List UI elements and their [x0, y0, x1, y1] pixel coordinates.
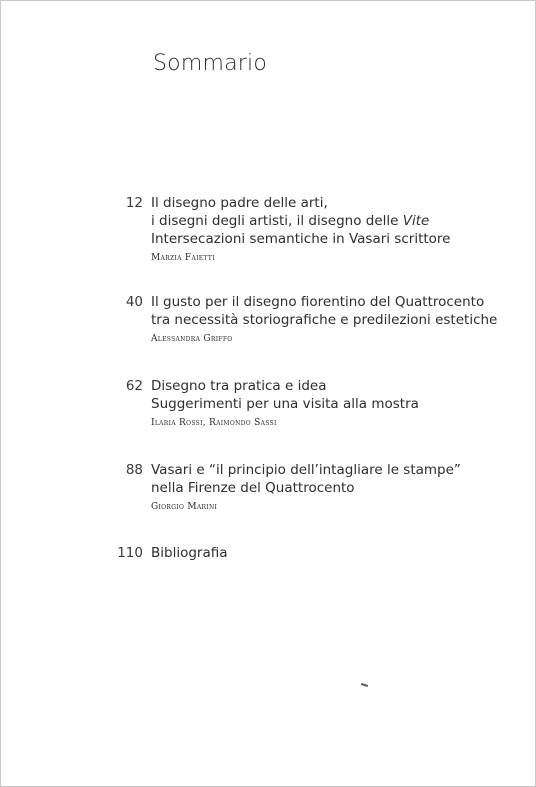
- page-title: Sommario: [153, 51, 267, 76]
- toc-page-number: 110: [117, 545, 143, 561]
- toc-entry-text: [151, 377, 521, 428]
- ink-mark: [361, 683, 368, 687]
- toc-line-italic: Vite: [402, 213, 430, 229]
- toc-line: Disegno tra pratica e idea: [151, 378, 327, 394]
- toc-line: nella Firenze del Quattrocento: [151, 480, 355, 496]
- toc-line: Intersecazioni semantiche in Vasari scrittore: [151, 231, 451, 247]
- toc-line: Il gusto per il disegno fiorentino del Quattrocento: [151, 294, 485, 310]
- toc-line: Suggerimenti per una visita alla mostra: [151, 396, 419, 412]
- toc-entry-text: [151, 461, 521, 512]
- toc-line: Bibliografia: [151, 545, 228, 561]
- toc-line-text: i disegni degli artisti, il disegno delle: [151, 213, 403, 229]
- toc-entry-text: [151, 194, 521, 263]
- toc-page-number: 40: [125, 294, 143, 310]
- toc-line: tra necessità storiografiche e predilezioni estetiche: [151, 312, 498, 328]
- toc-entry-text: [151, 293, 521, 344]
- toc-line: Vasari e “il principio dell’intagliare le stampe”: [151, 462, 461, 478]
- toc-page-number: 62: [125, 378, 143, 394]
- toc-page-number: 88: [125, 462, 143, 478]
- toc-line: [151, 212, 521, 230]
- toc-page-number: 12: [125, 195, 143, 211]
- toc-author: Giorgio Marini: [151, 502, 218, 512]
- toc-author: Marzia Faietti: [151, 253, 215, 263]
- toc-line: Il disegno padre delle arti,: [151, 195, 328, 211]
- toc-author: Alessandra Griffo: [151, 334, 233, 344]
- toc-author: Ilaria Rossi, Raimondo Sassi: [151, 418, 277, 428]
- toc-entry-text: [151, 544, 521, 562]
